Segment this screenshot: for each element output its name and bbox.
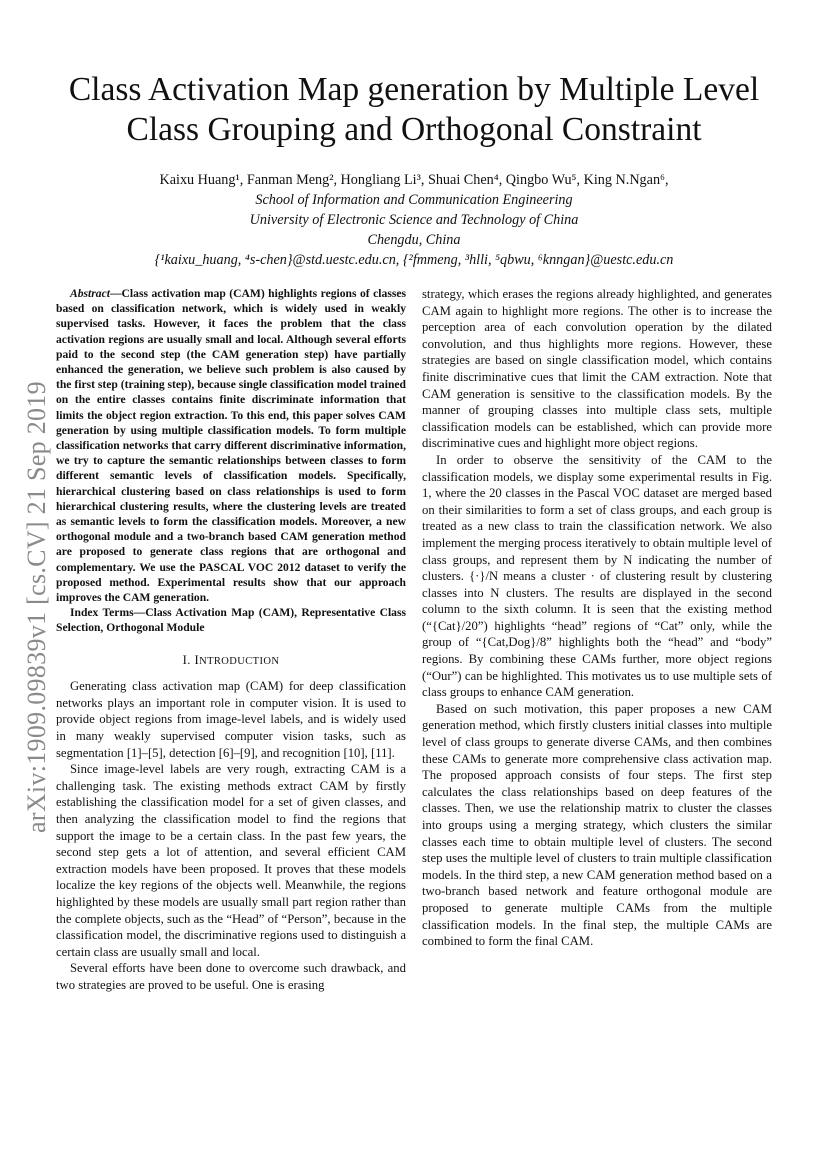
abstract-label: Abstract bbox=[70, 287, 110, 300]
index-terms-label: Index Terms bbox=[70, 606, 134, 620]
title-line-1: Class Activation Map generation by Multiple Level bbox=[68, 71, 760, 108]
section-title-rest: NTRODUCTION bbox=[199, 655, 280, 667]
left-column bbox=[56, 286, 406, 994]
intro-paragraph-4: In order to observe the sensitivity of the CAM to the classification models, we display some experimental results in Fig. 1, where the 20 classes in the Pascal VOC dataset are merged based on their similarities to form a set of class groups, and each group is treated as a new class to train the classification network. We also implement the merging process iteratively to obtain multiple level of class groups, and represent them by N indicating the number of clusters. {·}/N means a cluster · of clustering result by clustering classes into N clusters. The results are displayed in the second column to the sixth column. It is seen that the existing method (“{Cat}/20”) highlights “head” regions of “Cat” only, while the group of “{Cat,Dog}/8” highlights both the “head” and “body” regions. By combining these CAMs further, more object regions (“Our”) can be highlighted. This motivates us to use multiple sets of class groups to enhance CAM generation. bbox=[422, 452, 772, 700]
affiliation-university: University of Electronic Science and Technology of China bbox=[249, 212, 579, 228]
intro-paragraph-3: Several efforts have been done to overcome such drawback, and two strategies are proved to be useful. One is erasing bbox=[56, 961, 406, 992]
section-title-first-letter: I bbox=[194, 652, 200, 667]
intro-paragraph-5: Based on such motivation, this paper proposes a new CAM generation method, which firstly clusters initial classes into multiple level of class groups to generate diverse CAMs, and then combines these CAMs to generate more comprehensive class activation map. The proposed approach consists of four steps. The first step calculates the class relationships based on deep features of the classes. Then, we use the relationship matrix to cluster the classes into groups using a merging strategy, which clusters the similar classes each time to obtain multiple level of clusters. The second step uses the multiple level of clusters to train multiple classification models. In the third step, a new CAM generation method based on a two-branch based network and feature orthogonal module are proposed to generate multiple CAMs from the multiple classification models. In the final step, the multiple CAMs are combined to form the final CAM. bbox=[422, 701, 772, 949]
section-heading-introduction bbox=[56, 652, 406, 671]
intro-paragraph-2: Since image-level labels are very rough, extracting CAM is a challenging task. The existing methods extract CAM by firstly establishing the classification model for a set of given classes, and then analyzing the classification model to find the regions that support the image to be a certain class. In the past few years, the second step gets a lot of attention, and several efficient CAM extraction models have been proposed. It proves that these models localize the key regions of the objects well. Meanwhile, the regions highlighted by these models are usually small part region rather than the complete objects, such as the “Head” of “Person”, because in the classification model, the discriminative regions used to distinguish a certain class are usually small and local. bbox=[56, 762, 406, 959]
right-column bbox=[422, 286, 772, 950]
affiliation-city: Chengdu, China bbox=[367, 232, 461, 248]
index-terms bbox=[56, 605, 406, 635]
arxiv-identifier-stamp bbox=[22, 362, 52, 852]
abstract-text: —Class activation map (CAM) highlights regions of classes based on classification network, which is widely used in weakly supervised tasks. However, it faces the problem that the class activation regions are usually small and local. Although several efforts paid to the second step (the CAM generation step) have partially enhanced the generation, we believe such problem is also caused by the first step (training step), because single classification model trained on the entire classes contains finite discriminate information that limits the object region extraction. To this end, this paper solves CAM generation by using multiple classification models. To form multiple classification networks that carry different discriminative information, we try to capture the semantic relationships between classes to form different semantic levels of classification models. Specifically, hierarchical clustering based on class relationships is used to form hierarchical clustering results, where the clustering levels are treated as semantic levels to form the classification models. Moreover, a new orthogonal module and a two-branch based CAM generation method are proposed to generate class regions that are orthogonal and complementary. We use the PASCAL VOC 2012 dataset to verify the proposed method. Experimental results show that our approach improves the CAM generation. bbox=[56, 287, 406, 605]
intro-paragraph-3-continued: strategy, which erases the regions already highlighted, and generates CAM again to highlight more regions. The other is to increase the perception area of each convolution operation by the dilated convolution, and thus highlights more regions. However, these strategies are based on single classification model, which contains finite discriminative cues that limit the CAM extraction. Note that CAM generation is sensitive to the classification models. By the manner of grouping classes into multiple class sets, multiple classification models can be established, which can provide more discriminative cues and highlight more object regions. bbox=[422, 287, 772, 451]
author-list: Kaixu Huang¹, Fanman Meng², Hongliang Li³, Shuai Chen⁴, Qingbo Wu⁵, King N.Ngan⁶, bbox=[159, 172, 669, 188]
arxiv-identifier-text: arXiv:1909.09839v1 [cs.CV] 21 Sep 2019 bbox=[22, 381, 52, 833]
abstract bbox=[56, 286, 406, 605]
paper-header bbox=[56, 70, 772, 270]
affiliation-school: School of Information and Communication Engineering bbox=[255, 192, 573, 208]
paper-title bbox=[56, 70, 772, 150]
title-line-2: Class Grouping and Orthogonal Constraint bbox=[126, 111, 702, 148]
author-emails: {¹kaixu_huang, ⁴s-chen}@std.uestc.edu.cn, {²fmmeng, ³hlli, ⁵qbwu, ⁶knngan}@uestc.edu.cn bbox=[154, 252, 674, 268]
intro-paragraph-1: Generating class activation map (CAM) for deep classification networks plays an important role in computer vision. It is used to provide object regions from image-level labels, and is widely used in many weakly supervised computer vision tasks, such as segmentation [1]–[5], detection [6]–[9], and recognition [10], [11]. bbox=[56, 679, 406, 760]
section-number: I. bbox=[182, 652, 191, 667]
index-terms-text: —Class Activation Map (CAM), Representative Class Selection, Orthogonal Module bbox=[56, 606, 406, 635]
